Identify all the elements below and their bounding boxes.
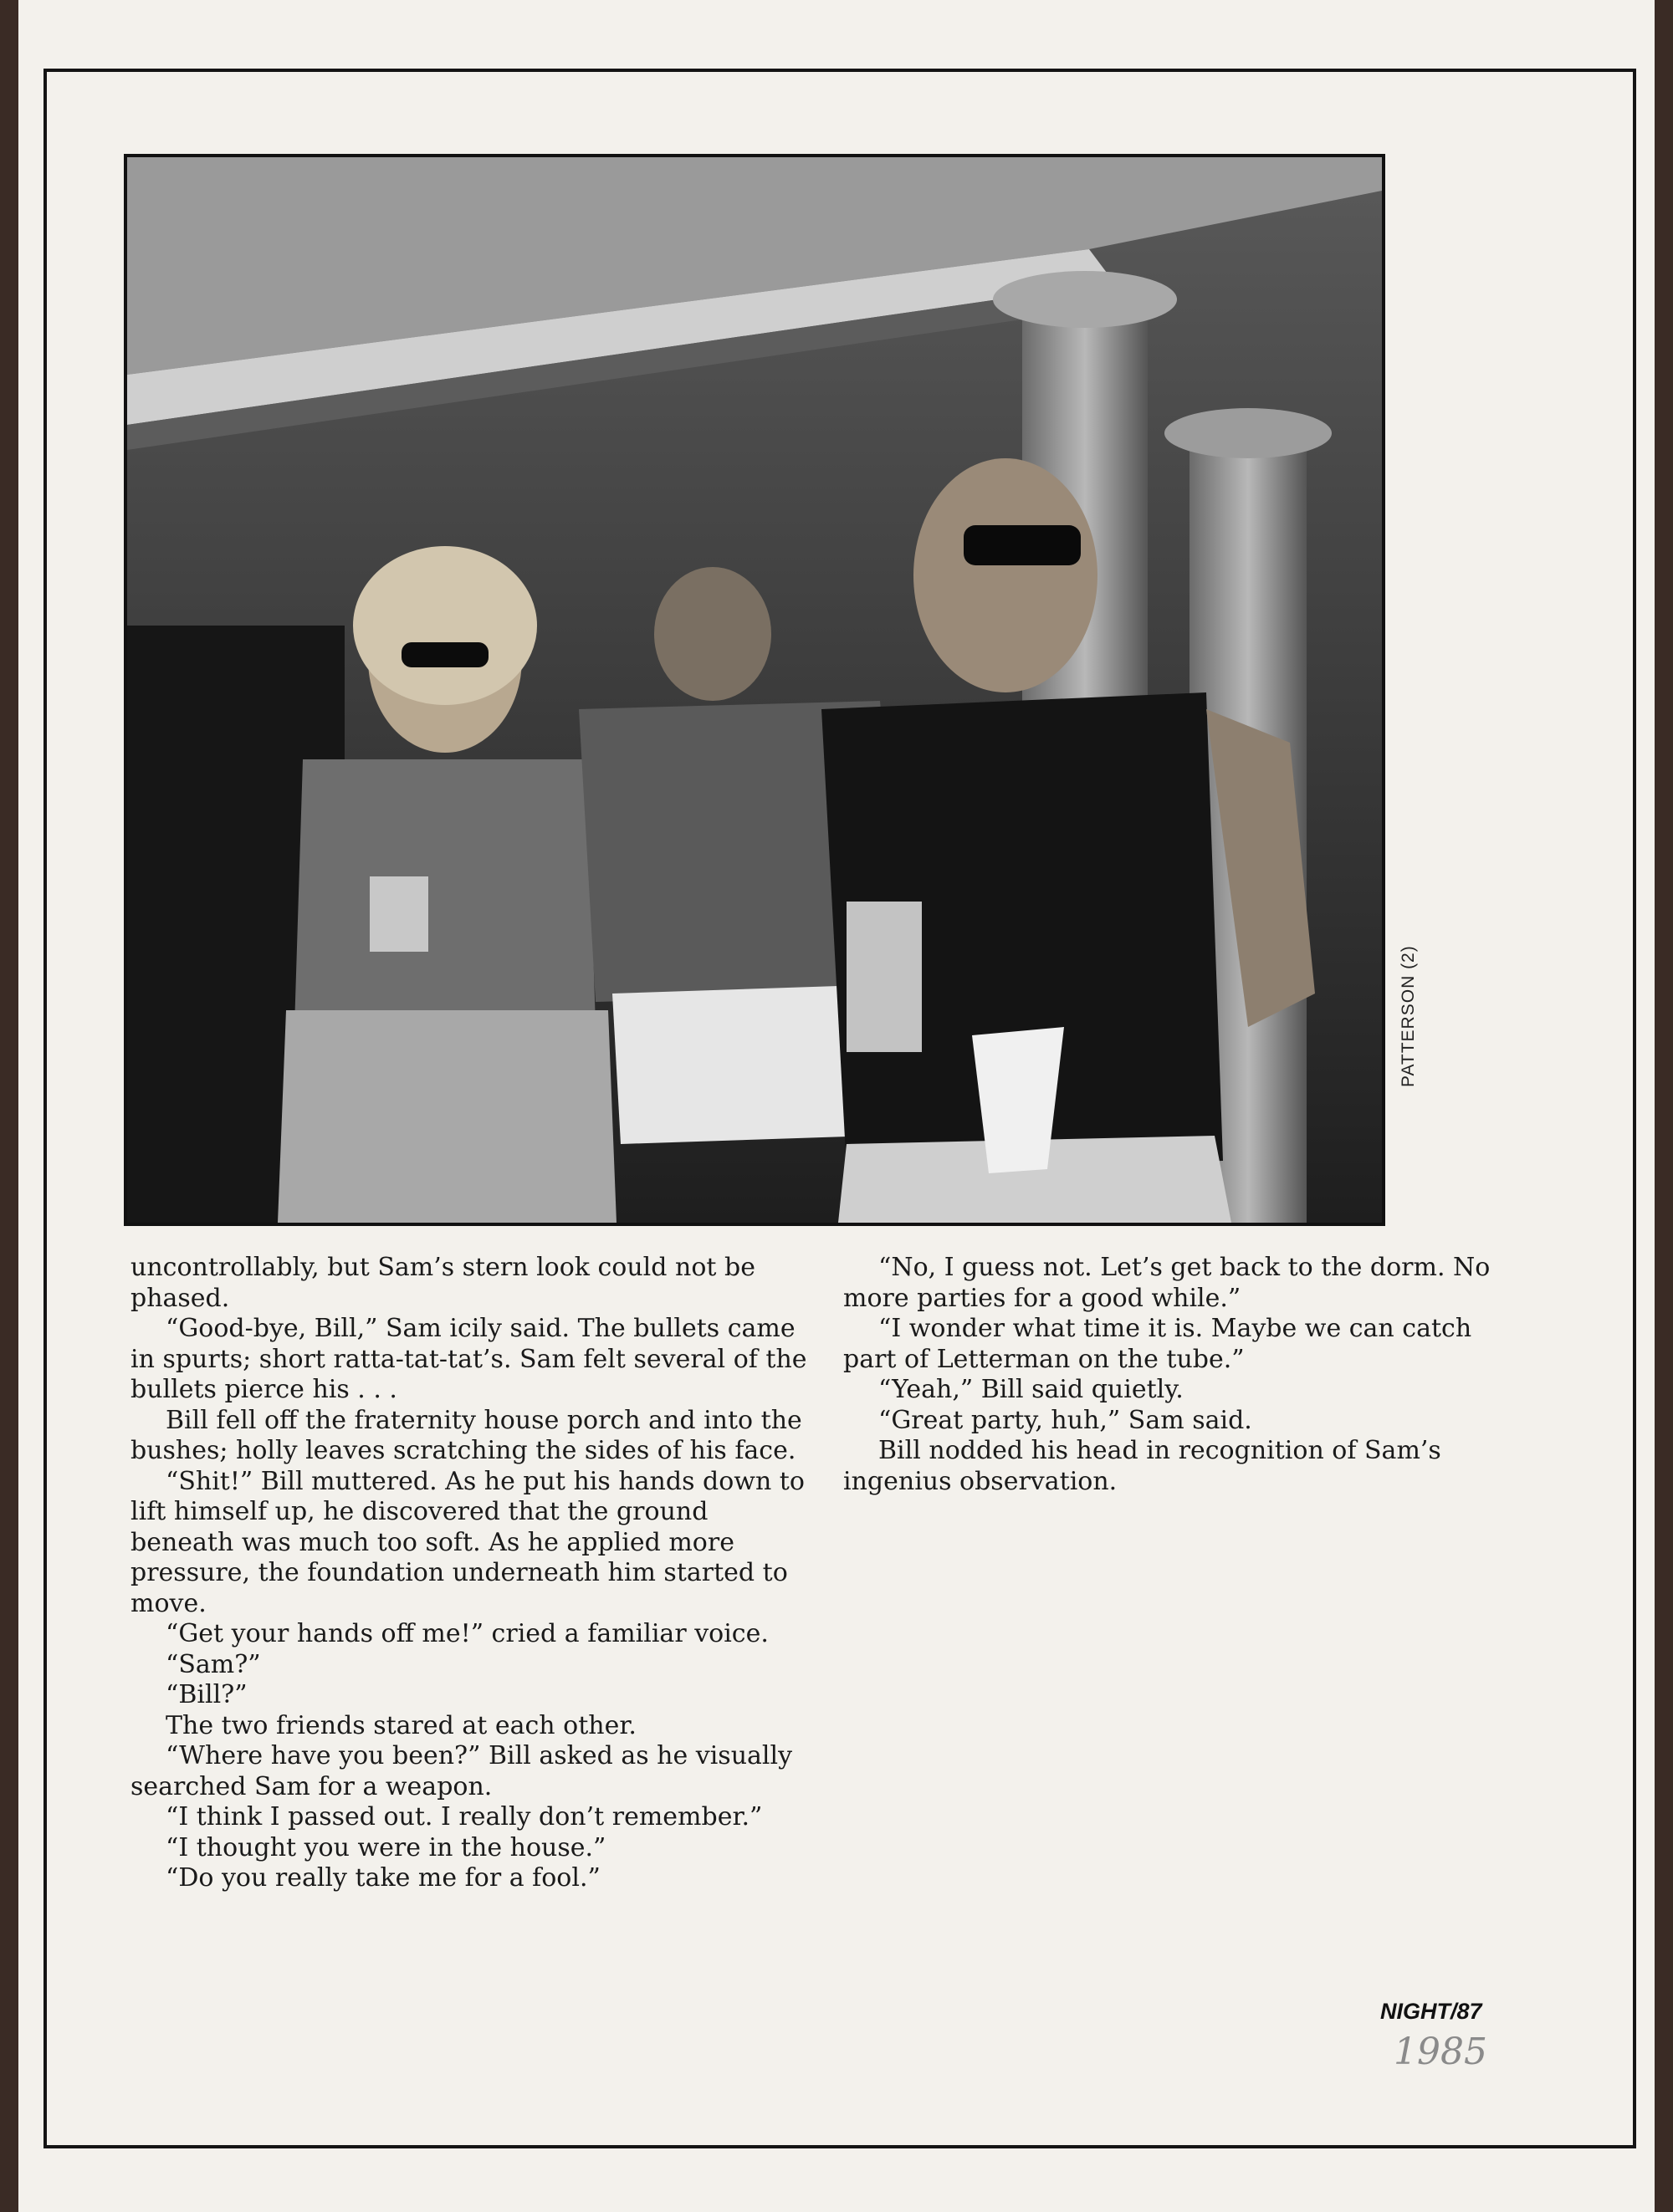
- paragraph: Bill nodded his head in recognition of Sam’s ingenius observation.: [843, 1436, 1441, 1496]
- paragraph: “I wonder what time it is. Maybe we can catch part of Letterman on the tube.”: [843, 1314, 1472, 1374]
- photograph: [124, 154, 1385, 1226]
- paragraph: “Where have you been?” Bill asked as he visually searched Sam for a weapon.: [130, 1741, 793, 1801]
- paragraph: “Good-bye, Bill,” Sam icily said. The bullets came in spurts; short ratta-tat-tat’s. Sam felt several of the bullets pierce his . . .: [130, 1314, 807, 1404]
- paragraph: “Do you really take me for a fool.”: [166, 1863, 601, 1893]
- photograph-icon: [127, 157, 1382, 1223]
- paragraph: “Shit!” Bill muttered. As he put his hands down to lift himself up, he discovered that the ground beneath was much too soft. As he applied more pressure, the foundation underneath him started to move.: [130, 1466, 805, 1618]
- paragraph: “Yeah,” Bill said quietly.: [878, 1375, 1184, 1404]
- handwritten-year: 1985: [1394, 2031, 1487, 2073]
- article-column-right: [843, 1253, 1512, 1497]
- paragraph: “Get your hands off me!” cried a familiar voice.: [166, 1619, 769, 1648]
- paragraph: Bill fell off the fraternity house porch and into the bushes; holly leaves scratching the sides of his face.: [130, 1405, 802, 1465]
- page-folio: NIGHT/87: [1380, 1999, 1482, 2024]
- photo-credit: PATTERSON (2): [1399, 945, 1418, 1087]
- paragraph: “I think I passed out. I really don’t remember.”: [166, 1802, 763, 1831]
- paragraph: “No, I guess not. Let’s get back to the dorm. No more parties for a good while.”: [843, 1253, 1491, 1313]
- paragraph: “Sam?”: [166, 1649, 261, 1679]
- article-column-left: [130, 1253, 816, 1894]
- paragraph: “I thought you were in the house.”: [166, 1832, 606, 1862]
- paragraph: uncontrollably, but Sam’s stern look could not be phased.: [130, 1253, 755, 1313]
- paragraph: The two friends stared at each other.: [166, 1710, 637, 1740]
- page: [18, 0, 1655, 2212]
- paragraph: “Bill?”: [166, 1680, 248, 1709]
- paragraph: “Great party, huh,” Sam said.: [878, 1405, 1252, 1435]
